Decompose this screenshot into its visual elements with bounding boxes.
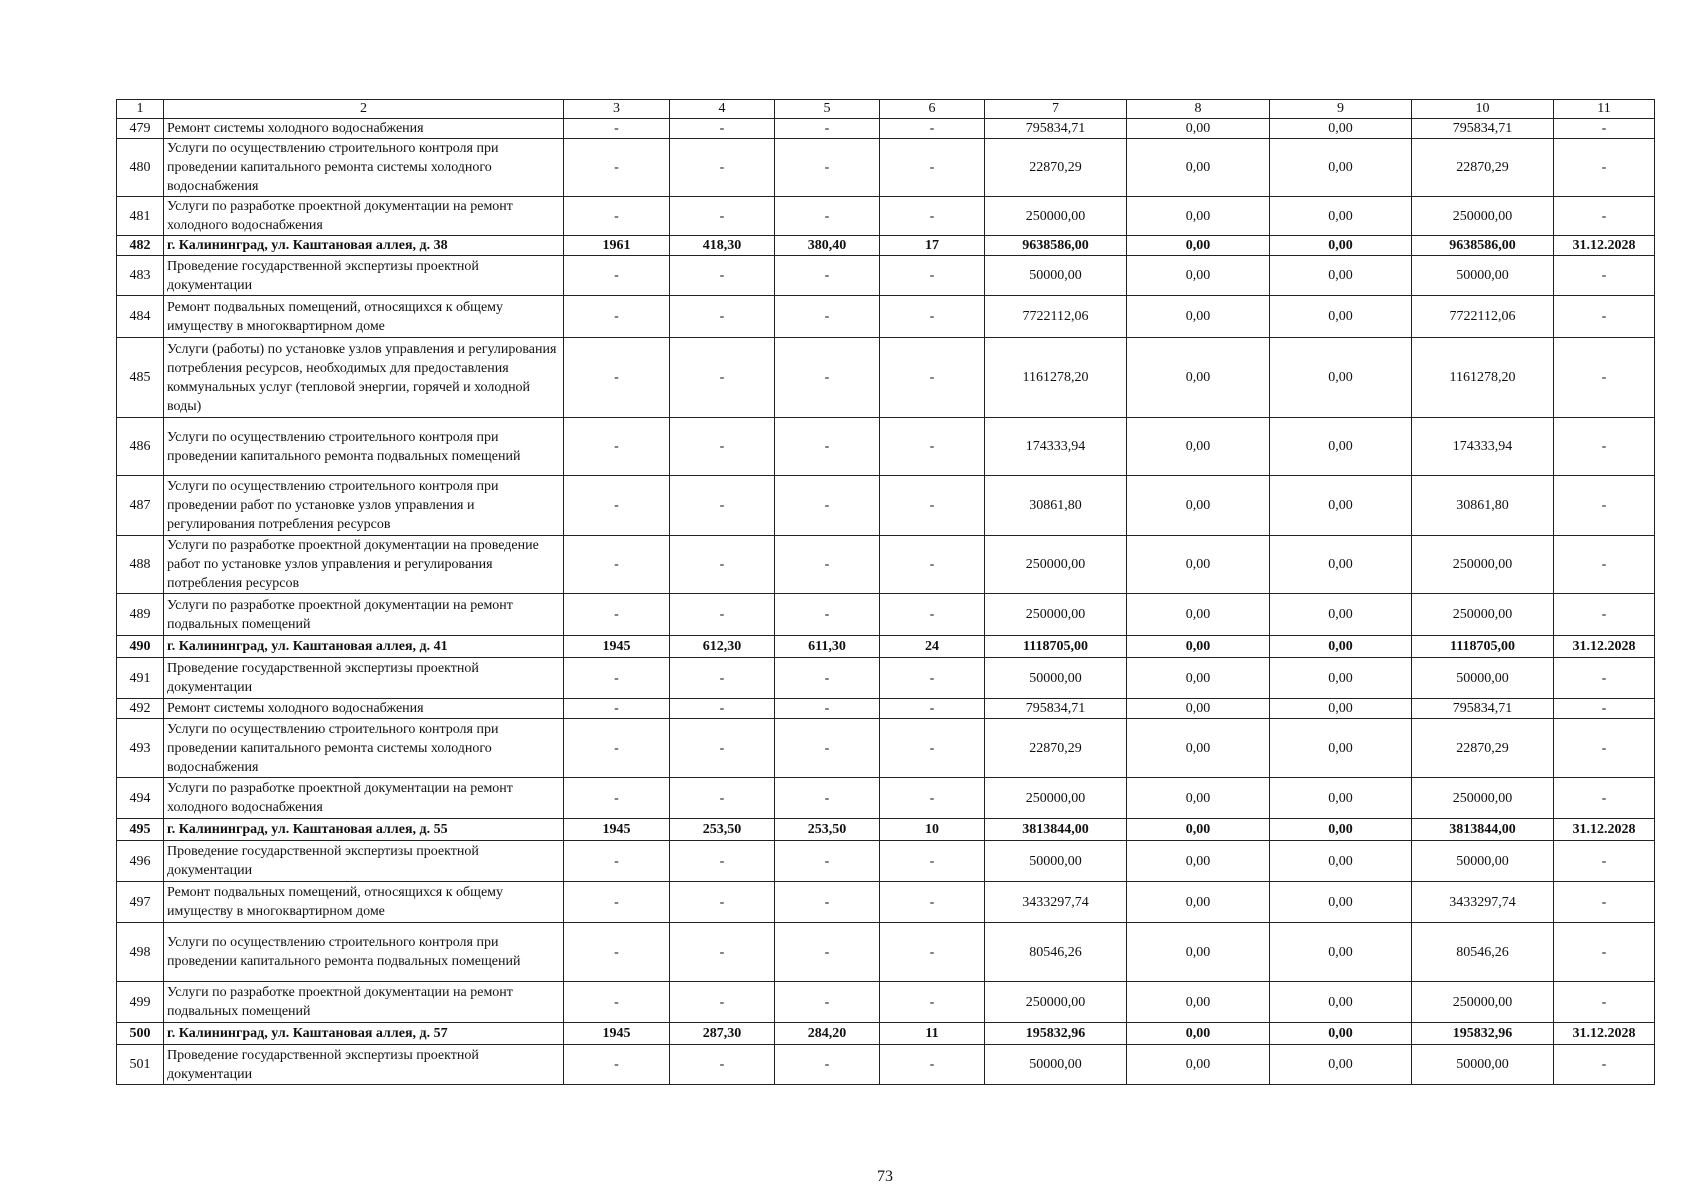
item-name-cell: Услуги по разработке проектной документации на проведение работ по установке узлов управления и регулирования потребления ресурсов — [164, 536, 564, 594]
value-cell: - — [775, 923, 880, 982]
column-header: 2 — [164, 100, 564, 119]
value-cell: 31.12.2028 — [1554, 819, 1655, 841]
value-cell: - — [1554, 841, 1655, 882]
value-cell: 250000,00 — [985, 594, 1127, 636]
value-cell: - — [564, 418, 670, 476]
value-cell: - — [670, 536, 775, 594]
table-row — [117, 841, 1655, 882]
value-cell: 287,30 — [670, 1023, 775, 1045]
value-cell: 0,00 — [1127, 923, 1270, 982]
value-cell: - — [880, 296, 985, 338]
value-cell: - — [775, 658, 880, 699]
value-cell: - — [564, 338, 670, 418]
value-cell: - — [775, 594, 880, 636]
value-cell: - — [775, 338, 880, 418]
value-cell: 0,00 — [1127, 636, 1270, 658]
value-cell: - — [880, 476, 985, 536]
value-cell: - — [775, 476, 880, 536]
value-cell: - — [1554, 476, 1655, 536]
value-cell: - — [564, 296, 670, 338]
value-cell: 1161278,20 — [985, 338, 1127, 418]
value-cell: 1945 — [564, 1023, 670, 1045]
item-name-cell: Услуги по осуществлению строительного контроля при проведении капитального ремонта системы холодного водоснабжения — [164, 139, 564, 197]
value-cell: 0,00 — [1127, 658, 1270, 699]
value-cell: 10 — [880, 819, 985, 841]
value-cell: 0,00 — [1127, 119, 1270, 139]
value-cell: 9638586,00 — [1412, 236, 1554, 256]
value-cell: 0,00 — [1127, 476, 1270, 536]
value-cell: - — [775, 256, 880, 296]
value-cell: 31.12.2028 — [1554, 236, 1655, 256]
value-cell: 7722112,06 — [985, 296, 1127, 338]
value-cell: 0,00 — [1127, 197, 1270, 236]
value-cell: 0,00 — [1270, 594, 1412, 636]
value-cell: 195832,96 — [1412, 1023, 1554, 1045]
value-cell: 0,00 — [1270, 719, 1412, 778]
value-cell: 0,00 — [1127, 236, 1270, 256]
value-cell: 11 — [880, 1023, 985, 1045]
value-cell: 0,00 — [1270, 841, 1412, 882]
value-cell: 0,00 — [1127, 1023, 1270, 1045]
value-cell: - — [775, 418, 880, 476]
value-cell: 0,00 — [1270, 699, 1412, 719]
value-cell: - — [880, 536, 985, 594]
value-cell: - — [670, 418, 775, 476]
value-cell: 0,00 — [1127, 719, 1270, 778]
value-cell: 0,00 — [1270, 636, 1412, 658]
value-cell: 50000,00 — [985, 1045, 1127, 1085]
value-cell: 0,00 — [1270, 536, 1412, 594]
value-cell: 1945 — [564, 819, 670, 841]
value-cell: 174333,94 — [985, 418, 1127, 476]
value-cell: 0,00 — [1127, 1045, 1270, 1085]
value-cell: 380,40 — [775, 236, 880, 256]
item-name-cell: Проведение государственной экспертизы проектной документации — [164, 841, 564, 882]
value-cell: 30861,80 — [985, 476, 1127, 536]
value-cell: 250000,00 — [985, 197, 1127, 236]
row-number-cell: 491 — [117, 658, 164, 699]
value-cell: 0,00 — [1270, 819, 1412, 841]
value-cell: - — [775, 778, 880, 819]
column-header: 8 — [1127, 100, 1270, 119]
row-number-cell: 494 — [117, 778, 164, 819]
item-name-cell: г. Калининград, ул. Каштановая аллея, д. 55 — [164, 819, 564, 841]
value-cell: - — [1554, 139, 1655, 197]
row-number-cell: 489 — [117, 594, 164, 636]
item-name-cell: Услуги по разработке проектной документации на ремонт подвальных помещений — [164, 982, 564, 1023]
value-cell: - — [775, 197, 880, 236]
value-cell: 3813844,00 — [985, 819, 1127, 841]
value-cell: - — [880, 841, 985, 882]
value-cell: - — [564, 476, 670, 536]
address-row — [117, 1023, 1655, 1045]
value-cell: - — [880, 594, 985, 636]
value-cell: 612,30 — [670, 636, 775, 658]
value-cell: 250000,00 — [1412, 197, 1554, 236]
value-cell: - — [880, 699, 985, 719]
value-cell: 1118705,00 — [985, 636, 1127, 658]
value-cell: - — [880, 197, 985, 236]
value-cell: - — [775, 536, 880, 594]
column-header: 3 — [564, 100, 670, 119]
column-header: 6 — [880, 100, 985, 119]
row-number-cell: 482 — [117, 236, 164, 256]
repair-schedule-table — [116, 99, 1655, 1085]
column-header: 9 — [1270, 100, 1412, 119]
value-cell: - — [670, 699, 775, 719]
item-name-cell: г. Калининград, ул. Каштановая аллея, д. 41 — [164, 636, 564, 658]
value-cell: 1118705,00 — [1412, 636, 1554, 658]
value-cell: 0,00 — [1127, 296, 1270, 338]
value-cell: 250000,00 — [985, 536, 1127, 594]
table-row — [117, 418, 1655, 476]
value-cell: 0,00 — [1270, 338, 1412, 418]
value-cell: - — [775, 841, 880, 882]
value-cell: 0,00 — [1270, 236, 1412, 256]
value-cell: 0,00 — [1127, 594, 1270, 636]
value-cell: 1961 — [564, 236, 670, 256]
column-number-row — [117, 100, 1655, 119]
value-cell: 0,00 — [1127, 418, 1270, 476]
value-cell: 50000,00 — [1412, 256, 1554, 296]
value-cell: 0,00 — [1127, 982, 1270, 1023]
value-cell: 250000,00 — [1412, 594, 1554, 636]
value-cell: - — [880, 778, 985, 819]
value-cell: 0,00 — [1270, 658, 1412, 699]
table-row — [117, 982, 1655, 1023]
item-name-cell: Услуги по разработке проектной документации на ремонт подвальных помещений — [164, 594, 564, 636]
value-cell: - — [880, 719, 985, 778]
value-cell: - — [775, 699, 880, 719]
table-row — [117, 594, 1655, 636]
item-name-cell: г. Калининград, ул. Каштановая аллея, д. 57 — [164, 1023, 564, 1045]
row-number-cell: 498 — [117, 923, 164, 982]
item-name-cell: Проведение государственной экспертизы проектной документации — [164, 256, 564, 296]
value-cell: - — [670, 778, 775, 819]
row-number-cell: 487 — [117, 476, 164, 536]
row-number-cell: 497 — [117, 882, 164, 923]
value-cell: - — [775, 882, 880, 923]
value-cell: - — [880, 982, 985, 1023]
value-cell: - — [670, 923, 775, 982]
value-cell: 0,00 — [1270, 476, 1412, 536]
column-header: 4 — [670, 100, 775, 119]
value-cell: 0,00 — [1127, 139, 1270, 197]
value-cell: 0,00 — [1127, 536, 1270, 594]
value-cell: 17 — [880, 236, 985, 256]
value-cell: - — [775, 119, 880, 139]
item-name-cell: Ремонт подвальных помещений, относящихся к общему имуществу в многоквартирном доме — [164, 882, 564, 923]
address-row — [117, 819, 1655, 841]
page-number: 73 — [877, 1168, 893, 1185]
value-cell: 795834,71 — [985, 699, 1127, 719]
value-cell: - — [1554, 256, 1655, 296]
value-cell: 418,30 — [670, 236, 775, 256]
row-number-cell: 500 — [117, 1023, 164, 1045]
value-cell: 0,00 — [1127, 338, 1270, 418]
item-name-cell: Услуги по разработке проектной документации на ремонт холодного водоснабжения — [164, 778, 564, 819]
item-name-cell: Услуги по осуществлению строительного контроля при проведении капитального ремонта подвальных помещений — [164, 418, 564, 476]
value-cell: - — [564, 882, 670, 923]
row-number-cell: 488 — [117, 536, 164, 594]
value-cell: - — [880, 139, 985, 197]
value-cell: 3433297,74 — [985, 882, 1127, 923]
value-cell: - — [880, 418, 985, 476]
value-cell: - — [880, 923, 985, 982]
column-header: 1 — [117, 100, 164, 119]
table-row — [117, 139, 1655, 197]
value-cell: - — [670, 1045, 775, 1085]
value-cell: 0,00 — [1270, 119, 1412, 139]
value-cell: 795834,71 — [1412, 699, 1554, 719]
value-cell: 0,00 — [1270, 296, 1412, 338]
value-cell: 22870,29 — [985, 719, 1127, 778]
value-cell: - — [775, 1045, 880, 1085]
column-header: 11 — [1554, 100, 1655, 119]
value-cell: - — [1554, 882, 1655, 923]
row-number-cell: 485 — [117, 338, 164, 418]
table-row — [117, 699, 1655, 719]
table-row — [117, 536, 1655, 594]
value-cell: - — [564, 1045, 670, 1085]
value-cell: - — [775, 296, 880, 338]
value-cell: 31.12.2028 — [1554, 636, 1655, 658]
table-row — [117, 658, 1655, 699]
value-cell: - — [564, 536, 670, 594]
value-cell: - — [564, 841, 670, 882]
value-cell: - — [564, 119, 670, 139]
value-cell: - — [670, 658, 775, 699]
value-cell: 250000,00 — [985, 778, 1127, 819]
table-row — [117, 882, 1655, 923]
value-cell: 1945 — [564, 636, 670, 658]
value-cell: - — [880, 256, 985, 296]
value-cell: - — [775, 719, 880, 778]
value-cell: - — [670, 594, 775, 636]
value-cell: - — [564, 982, 670, 1023]
value-cell: - — [1554, 658, 1655, 699]
value-cell: - — [564, 256, 670, 296]
table-row — [117, 923, 1655, 982]
value-cell: 174333,94 — [1412, 418, 1554, 476]
value-cell: 250000,00 — [1412, 536, 1554, 594]
value-cell: 0,00 — [1270, 1045, 1412, 1085]
row-number-cell: 501 — [117, 1045, 164, 1085]
value-cell: - — [1554, 536, 1655, 594]
row-number-cell: 486 — [117, 418, 164, 476]
value-cell: 50000,00 — [1412, 1045, 1554, 1085]
row-number-cell: 479 — [117, 119, 164, 139]
value-cell: 0,00 — [1270, 882, 1412, 923]
value-cell: 0,00 — [1270, 982, 1412, 1023]
value-cell: - — [564, 197, 670, 236]
value-cell: 80546,26 — [1412, 923, 1554, 982]
value-cell: - — [775, 139, 880, 197]
value-cell: 3813844,00 — [1412, 819, 1554, 841]
value-cell: 0,00 — [1270, 197, 1412, 236]
value-cell: 0,00 — [1127, 819, 1270, 841]
item-name-cell: Проведение государственной экспертизы проектной документации — [164, 1045, 564, 1085]
value-cell: - — [670, 338, 775, 418]
value-cell: - — [564, 778, 670, 819]
row-number-cell: 492 — [117, 699, 164, 719]
value-cell: 611,30 — [775, 636, 880, 658]
value-cell: - — [670, 296, 775, 338]
value-cell: - — [880, 338, 985, 418]
value-cell: - — [1554, 923, 1655, 982]
column-header: 5 — [775, 100, 880, 119]
item-name-cell: Услуги по осуществлению строительного контроля при проведении капитального ремонта подвальных помещений — [164, 923, 564, 982]
value-cell: - — [670, 119, 775, 139]
row-number-cell: 496 — [117, 841, 164, 882]
value-cell: 22870,29 — [1412, 139, 1554, 197]
row-number-cell: 493 — [117, 719, 164, 778]
value-cell: 253,50 — [775, 819, 880, 841]
value-cell: 0,00 — [1127, 256, 1270, 296]
value-cell: 9638586,00 — [985, 236, 1127, 256]
value-cell: 30861,80 — [1412, 476, 1554, 536]
value-cell: 0,00 — [1127, 699, 1270, 719]
item-name-cell: Услуги по разработке проектной документации на ремонт холодного водоснабжения — [164, 197, 564, 236]
value-cell: 0,00 — [1127, 778, 1270, 819]
item-name-cell: Ремонт системы холодного водоснабжения — [164, 699, 564, 719]
value-cell: - — [1554, 778, 1655, 819]
item-name-cell: г. Калининград, ул. Каштановая аллея, д. 38 — [164, 236, 564, 256]
value-cell: 0,00 — [1127, 882, 1270, 923]
value-cell: - — [1554, 418, 1655, 476]
value-cell: 1161278,20 — [1412, 338, 1554, 418]
table-row — [117, 119, 1655, 139]
value-cell: - — [670, 476, 775, 536]
value-cell: 3433297,74 — [1412, 882, 1554, 923]
value-cell: 250000,00 — [985, 982, 1127, 1023]
row-number-cell: 480 — [117, 139, 164, 197]
value-cell: 253,50 — [670, 819, 775, 841]
table-row — [117, 1045, 1655, 1085]
value-cell: 22870,29 — [1412, 719, 1554, 778]
value-cell: - — [880, 882, 985, 923]
table-row — [117, 256, 1655, 296]
value-cell: - — [564, 923, 670, 982]
value-cell: - — [1554, 594, 1655, 636]
value-cell: 50000,00 — [985, 841, 1127, 882]
value-cell: - — [880, 658, 985, 699]
value-cell: 250000,00 — [1412, 778, 1554, 819]
value-cell: - — [564, 719, 670, 778]
column-header: 10 — [1412, 100, 1554, 119]
value-cell: - — [880, 1045, 985, 1085]
value-cell: - — [775, 982, 880, 1023]
item-name-cell: Услуги по осуществлению строительного контроля при проведении капитального ремонта системы холодного водоснабжения — [164, 719, 564, 778]
table-row — [117, 778, 1655, 819]
item-name-cell: Ремонт подвальных помещений, относящихся к общему имуществу в многоквартирном доме — [164, 296, 564, 338]
item-name-cell: Проведение государственной экспертизы проектной документации — [164, 658, 564, 699]
value-cell: - — [880, 119, 985, 139]
value-cell: - — [1554, 296, 1655, 338]
value-cell: - — [1554, 119, 1655, 139]
value-cell: - — [670, 256, 775, 296]
value-cell: - — [670, 841, 775, 882]
address-row — [117, 236, 1655, 256]
value-cell: - — [670, 197, 775, 236]
value-cell: - — [1554, 197, 1655, 236]
value-cell: 24 — [880, 636, 985, 658]
value-cell: - — [670, 982, 775, 1023]
table-row — [117, 338, 1655, 418]
value-cell: 0,00 — [1127, 841, 1270, 882]
row-number-cell: 490 — [117, 636, 164, 658]
value-cell: - — [564, 699, 670, 719]
table-row — [117, 296, 1655, 338]
value-cell: - — [1554, 719, 1655, 778]
value-cell: - — [1554, 338, 1655, 418]
row-number-cell: 484 — [117, 296, 164, 338]
value-cell: - — [564, 658, 670, 699]
value-cell: - — [1554, 982, 1655, 1023]
value-cell: 195832,96 — [985, 1023, 1127, 1045]
address-row — [117, 636, 1655, 658]
value-cell: 50000,00 — [985, 658, 1127, 699]
value-cell: 0,00 — [1270, 418, 1412, 476]
value-cell: - — [564, 139, 670, 197]
table-row — [117, 197, 1655, 236]
value-cell: 50000,00 — [1412, 658, 1554, 699]
value-cell: 0,00 — [1270, 923, 1412, 982]
row-number-cell: 495 — [117, 819, 164, 841]
value-cell: 0,00 — [1270, 256, 1412, 296]
value-cell: 795834,71 — [1412, 119, 1554, 139]
value-cell: - — [1554, 699, 1655, 719]
table-row — [117, 476, 1655, 536]
row-number-cell: 483 — [117, 256, 164, 296]
value-cell: 250000,00 — [1412, 982, 1554, 1023]
value-cell: 50000,00 — [985, 256, 1127, 296]
row-number-cell: 481 — [117, 197, 164, 236]
value-cell: 284,20 — [775, 1023, 880, 1045]
value-cell: 31.12.2028 — [1554, 1023, 1655, 1045]
item-name-cell: Услуги по осуществлению строительного контроля при проведении работ по установке узлов управления и регулирования потребления ресурсов — [164, 476, 564, 536]
value-cell: - — [1554, 1045, 1655, 1085]
value-cell: 0,00 — [1270, 139, 1412, 197]
value-cell: 0,00 — [1270, 1023, 1412, 1045]
column-header: 7 — [985, 100, 1127, 119]
value-cell: 795834,71 — [985, 119, 1127, 139]
value-cell: 22870,29 — [985, 139, 1127, 197]
row-number-cell: 499 — [117, 982, 164, 1023]
value-cell: 80546,26 — [985, 923, 1127, 982]
value-cell: 0,00 — [1270, 778, 1412, 819]
value-cell: - — [670, 882, 775, 923]
item-name-cell: Услуги (работы) по установке узлов управления и регулирования потребления ресурсов, необходимых для предоставления коммунальных услуг (тепловой энергии, горячей и холодной воды) — [164, 338, 564, 418]
value-cell: - — [564, 594, 670, 636]
value-cell: 7722112,06 — [1412, 296, 1554, 338]
table-row — [117, 719, 1655, 778]
item-name-cell: Ремонт системы холодного водоснабжения — [164, 119, 564, 139]
value-cell: - — [670, 139, 775, 197]
value-cell: 50000,00 — [1412, 841, 1554, 882]
value-cell: - — [670, 719, 775, 778]
